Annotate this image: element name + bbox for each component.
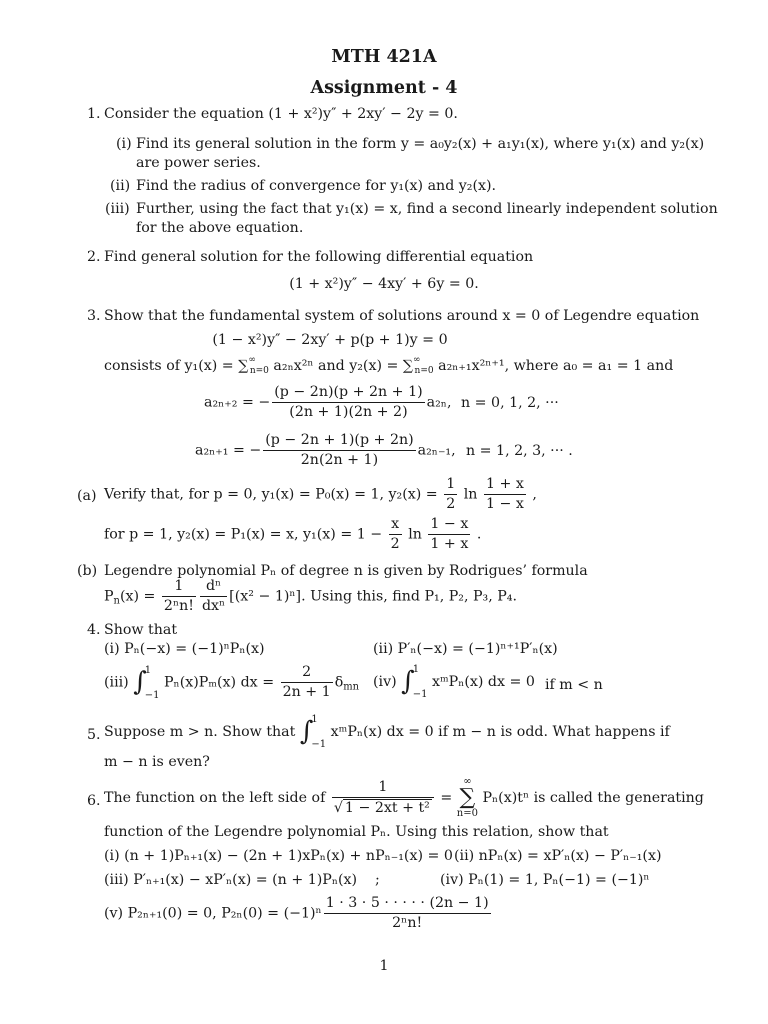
q6-line1: The function on the left side of $\frac{1}{\text{√ 1 − 2xt + t²}}$ = ∞ ∑ n=0 Pₙ(x)tⁿ is called the generating (104, 776, 704, 819)
q3-number: 3. (87, 308, 101, 324)
q5-line1: Suppose m > n. Show that ∫ 1 −1 xᵐPₙ(x) dx = 0 if m − n is odd. What happens if (104, 714, 670, 750)
course-title: MTH 421A (331, 47, 437, 67)
q1-ii-label: (ii) (110, 178, 131, 194)
q2-number: 2. (87, 249, 101, 265)
q2-stem: Find general solution for the following differential equation (104, 249, 534, 265)
q4-number: 4. (87, 622, 101, 638)
q4-ii: (ii) P′ₙ(−x) = (−1)ⁿ⁺¹P′ₙ(x) (373, 641, 558, 657)
q6-i: (i) (n + 1)Pₙ₊₁(x) − (2n + 1)xPₙ(x) + nPₙ₋₁(x) = 0 (104, 848, 453, 864)
q1-i-text-cont: are power series. (136, 155, 261, 171)
q6-v: (v) P₂ₙ₊₁(0) = 0, P₂ₙ(0) = (−1)ⁿ $\frac{1 \cdot 3 \cdot 5 \cdot \cdot \cdot \cdot \cdot (2n - 1)}{\text{2ⁿn!}}$ (104, 895, 489, 932)
q6-iv: (iv) Pₙ(1) = 1, Pₙ(−1) = (−1)ⁿ (440, 872, 650, 888)
q3a-label: (a) (77, 488, 97, 504)
q6-iii: (iii) P′ₙ₊₁(x) − xP′ₙ(x) = (n + 1)Pₙ(x) (104, 872, 358, 888)
q3a-line1: Verify that, for p = 0, y₁(x) = P₀(x) = 1, y₂(x) = $\frac{1}{2}$ ln $\frac{1 + x}{1 - x}$ , (104, 476, 537, 513)
q4-iv-condition: if m < n (545, 677, 603, 693)
q1-i-text: Find its general solution in the form y = a₀y₂(x) + a₁y₁(x), where y₁(x) and y₂(x) (136, 136, 705, 152)
rodrigues-formula: $P_n(x)$ = $\frac{1}{\text{2ⁿn!}}$ $\frac{\text{dⁿ}}{\text{dxⁿ}}$ [(x² − 1)ⁿ]. Using this, find P₁, P₂, P₃, P₄. (104, 578, 517, 615)
assignment-title: Assignment - 4 (310, 78, 458, 98)
recurrence-odd: a₂ₙ₊₁ = − $\frac{(p - 2n + 1)(p + 2n)}{2n(2n + 1)}$ a₂ₙ₋₁, (195, 432, 456, 469)
q5-line2: m − n is even? (104, 754, 210, 770)
q3-solution-series: consists of y₁(x) = ∑∞n=0 a₂ₙx²ⁿ and y₂(x) = ∑∞n=0 a₂ₙ₊₁x²ⁿ⁺¹, where a₀ = a₁ = 1 and (104, 355, 674, 376)
legendre-equation: (1 − x²)y″ − 2xy′ + p(p + 1)y = 0 (212, 332, 448, 348)
q6-separator: ; (375, 872, 380, 888)
recurrence-even: a₂ₙ₊₂ = − $\frac{(p - 2n)(p + 2n + 1)}{(2n + 1)(2n + 2)}$ a₂ₙ, (204, 384, 452, 421)
q6-number: 6. (87, 793, 101, 809)
q4-iv: (iv) ∫ 1 −1 xᵐPₙ(x) dx = 0 (373, 664, 535, 700)
q1-ii-text: Find the radius of convergence for y₁(x) and y₂(x). (136, 178, 497, 194)
q5-number: 5. (87, 727, 101, 743)
recurrence-even-range: n = 0, 1, 2, ··· (461, 395, 559, 411)
q1-iii-text: Further, using the fact that y₁(x) = x, find a second linearly independent solution (136, 201, 718, 217)
q1-i-label: (i) (116, 136, 132, 152)
recurrence-odd-range: n = 1, 2, 3, ··· . (466, 443, 573, 459)
page-number: 1 (379, 958, 389, 974)
q1-iii-label: (iii) (105, 201, 130, 217)
q6-ii: (ii) nPₙ(x) = xP′ₙ(x) − P′ₙ₋₁(x) (454, 848, 662, 864)
q1-number: 1. (87, 106, 101, 122)
q4-stem: Show that (104, 622, 178, 638)
q6-line2: function of the Legendre polynomial Pₙ. Using this relation, show that (104, 824, 609, 840)
q4-iii: (iii) ∫ 1 −1 Pₙ(x)Pₘ(x) dx = $\frac{2}{2n + 1}$ $\delta_{mn}$ (104, 664, 360, 701)
q1-iii-text-cont: for the above equation. (136, 220, 304, 236)
q4-i: (i) Pₙ(−x) = (−1)ⁿPₙ(x) (104, 641, 265, 657)
q3b-line1: Legendre polynomial Pₙ of degree n is given by Rodrigues’ formula (104, 563, 588, 579)
q3-stem: Show that the fundamental system of solutions around x = 0 of Legendre equation (104, 308, 700, 324)
q3a-line2: for p = 1, y₂(x) = P₁(x) = x, y₁(x) = 1 − $\frac{x}{2}$ ln $\frac{1 - x}{1 + x}$ . (104, 516, 482, 553)
q2-equation: (1 + x²)y″ − 4xy′ + 6y = 0. (289, 276, 479, 292)
q1-stem: Consider the equation (1 + x²)y″ + 2xy′ − 2y = 0. (104, 106, 458, 122)
q3b-label: (b) (77, 563, 98, 579)
